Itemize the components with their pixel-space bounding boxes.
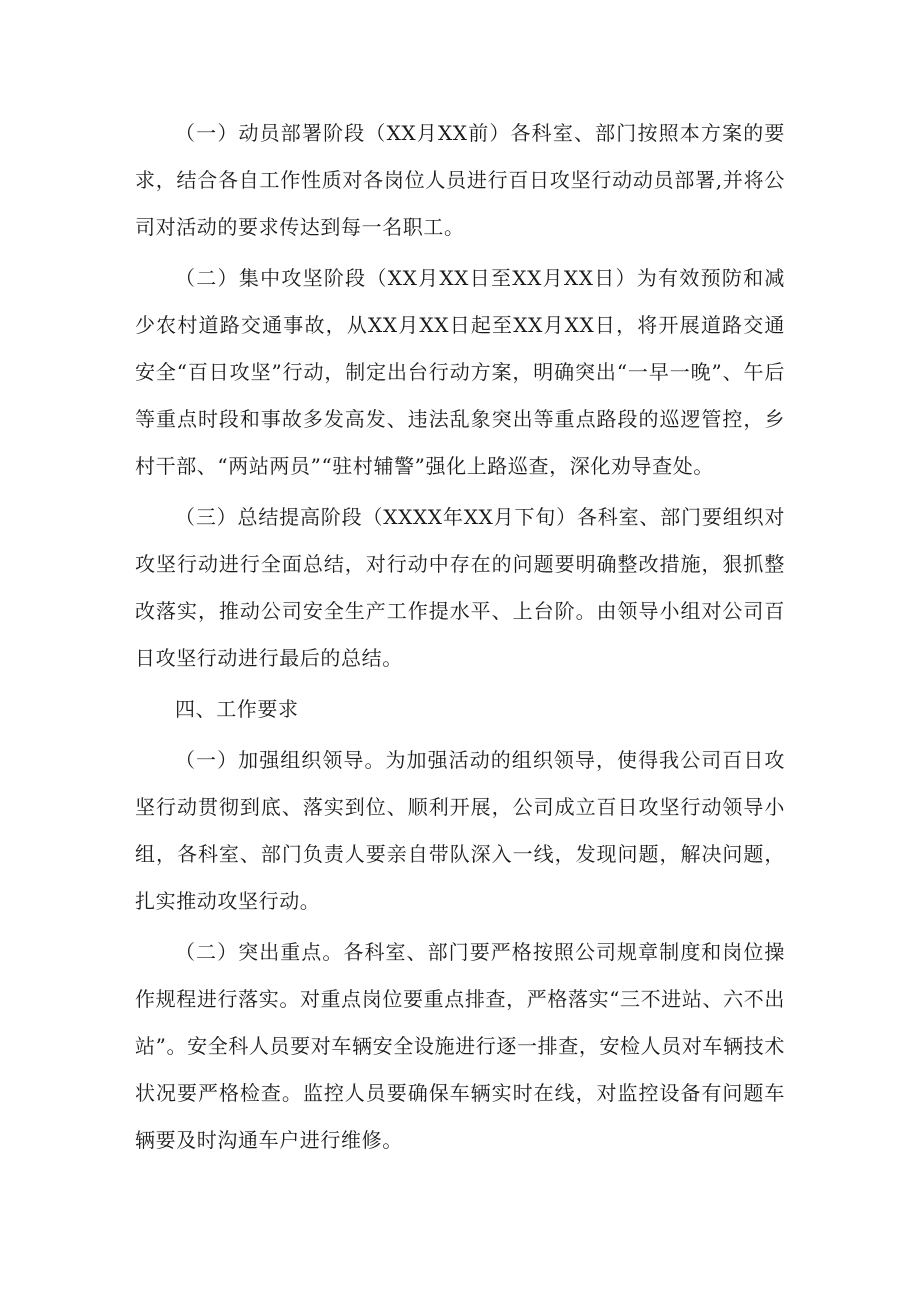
paragraph-concentrated-phase: （二）集中攻坚阶段（XX月XX日至XX月XX日）为有效预防和减少农村道路交通事故，从XX月XX日起至XX月XX日，将开展道路交通安全“百日攻坚”行动，制定出台行动方案，明确突出“一早一晚”、午后等重点时段和事故多发高发、违法乱象突出等重点路段的巡逻管控，乡村干部、“两站两员”“驻村辅警”强化上路巡查，深化劝导查处。: [135, 266, 785, 478]
paragraph-mobilization-phase: （一）动员部署阶段（XX月XX前）各科室、部门按照本方案的要求，结合各自工作性质对各岗位人员进行百日攻坚行动动员部署,并将公司对活动的要求传达到每一名职工。: [135, 121, 785, 239]
section-heading-work-requirements: 四、工作要求: [175, 697, 299, 721]
paragraph-highlight-key-points: （二）突出重点。各科室、部门要严格按照公司规章制度和岗位操作规程进行落实。对重点岗位要重点排查，严格落实“三不进站、六不出站”。安全科人员要对车辆安全设施进行逐一排查，安检人员对车辆技术状况要严格检查。监控人员要确保车辆实时在线，对监控设备有问题车辆要及时沟通车户进行维修。: [135, 940, 785, 1152]
paragraph-summary-phase: （三）总结提高阶段（XXXX年XX月下旬）各科室、部门要组织对攻坚行动进行全面总结，对行动中存在的问题要明确整改措施，狠抓整改落实，推动公司安全生产工作提水平、上台阶。由领导小组对公司百日攻坚行动进行最后的总结。: [135, 505, 785, 670]
paragraph-strengthen-leadership: （一）加强组织领导。为加强活动的组织领导，使得我公司百日攻坚行动贯彻到底、落实到位、顺利开展，公司成立百日攻坚行动领导小组，各科室、部门负责人要亲自带队深入一线，发现问题，解决问题，扎实推动攻坚行动。: [135, 748, 785, 913]
